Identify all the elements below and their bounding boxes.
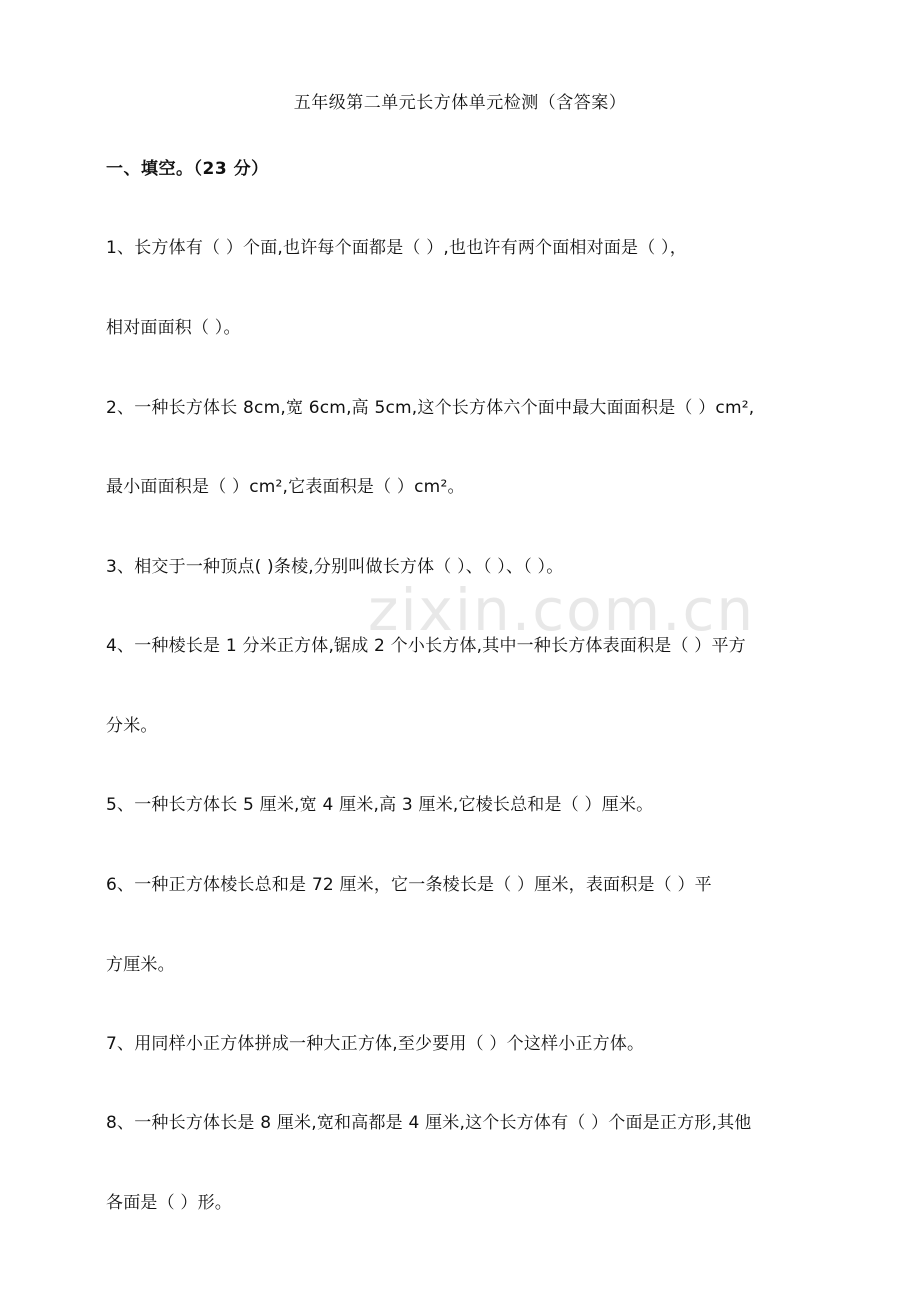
question-4-line-2: 分米。 [106, 716, 158, 736]
question-2-line-1: 2、一种长方体长 8cm,宽 6cm,高 5cm,这个长方体六个面中最大面面积是（ ）cm², [106, 398, 755, 418]
question-7-line-1: 7、用同样小正方体拼成一种大正方体,至少要用（ ）个这样小正方体。 [106, 1034, 645, 1054]
watermark-text: zixin.com.cn [368, 576, 756, 644]
question-3-line-1: 3、相交于一种顶点( )条棱,分别叫做长方体（ ）、（ ）、（ ）。 [106, 557, 564, 577]
question-8-line-2: 各面是（ ）形。 [106, 1193, 233, 1213]
question-1-line-1: 1、长方体有（ ）个面,也许每个面都是（ ）,也也许有两个面相对面是（ ）， [106, 238, 687, 258]
question-2-line-2: 最小面面积是（ ）cm²,它表面积是（ ）cm²。 [106, 477, 465, 497]
page-title: 五年级第二单元长方体单元检测（含答案） [293, 93, 627, 113]
question-8-line-1: 8、一种长方体长是 8 厘米,宽和高都是 4 厘米,这个长方体有（ ）个面是正方形,其他 [106, 1113, 752, 1133]
question-4-line-1: 4、一种棱长是 1 分米正方体,锯成 2 个小长方体,其中一种长方体表面积是（ ）平方 [106, 636, 746, 656]
question-1-line-2: 相对面面积（ ）。 [106, 318, 241, 338]
question-5-line-1: 5、一种长方体长 5 厘米,宽 4 厘米,高 3 厘米,它棱长总和是（ ）厘米。 [106, 795, 654, 815]
question-6-line-1: 6、一种正方体棱长总和是 72 厘米，它一条棱长是（ ）厘米，表面积是（ ）平 [106, 875, 712, 895]
question-6-line-2: 方厘米。 [106, 955, 175, 975]
section-heading: 一、填空。（23 分） [106, 159, 269, 179]
